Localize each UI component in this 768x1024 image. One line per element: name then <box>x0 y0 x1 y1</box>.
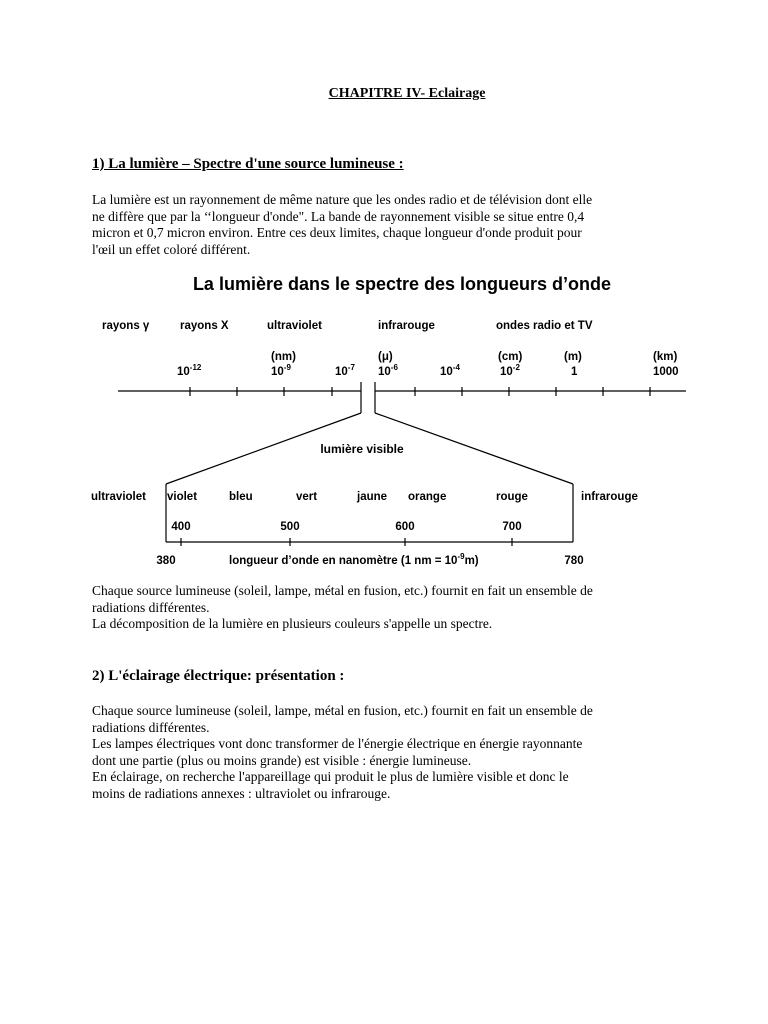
color-label-red: rouge <box>496 491 528 503</box>
color-label-green: vert <box>296 491 318 503</box>
scale-value: $10^{-7}$ <box>335 363 355 378</box>
section1-after-figure <box>92 583 692 633</box>
wavelength-tick-label: 400 <box>171 521 191 533</box>
scale-value: $10^{-4}$ <box>440 363 460 378</box>
scale-value: $10^{-6}$ <box>378 363 398 378</box>
section1-intro <box>92 192 692 258</box>
scale-value: 1000 <box>653 366 679 378</box>
color-label-yellow: jaune <box>357 491 388 503</box>
color-label-infrared: infrarouge <box>581 491 638 503</box>
color-label-blue: bleu <box>229 491 253 503</box>
band-label-infrared: infrarouge <box>378 320 435 332</box>
text-line: En éclairage, on recherche l'appareillage qui produit le plus de lumière visible et donc le <box>92 769 569 785</box>
scale-value: $10^{-2}$ <box>500 363 520 378</box>
wavelength-tick-label: 500 <box>280 521 300 533</box>
section2-body <box>92 703 692 803</box>
wavelength-start-label: 380 <box>156 555 176 567</box>
scale-value: 1 <box>571 366 578 378</box>
band-label-radio: ondes radio et TV <box>496 320 593 332</box>
unit-m: (m) <box>564 351 582 363</box>
band-label-ultraviolet: ultraviolet <box>267 320 322 332</box>
unit-cm: (cm) <box>498 351 523 363</box>
color-label-ultraviolet: ultraviolet <box>91 491 146 503</box>
chapter-title: CHAPITRE IV- Eclairage <box>328 86 486 101</box>
visible-light-label: lumière visible <box>320 442 404 456</box>
section1-heading: 1) La lumière – Spectre d'une source lumineuse : <box>92 156 404 172</box>
text-line: radiations différentes. <box>92 599 210 615</box>
text-line: Chaque source lumineuse (soleil, lampe, métal en fusion, etc.) fournit en fait un ensemble de <box>92 703 593 718</box>
text-line: La lumière est un rayonnement de même nature que les ondes radio et de télévision dont elle <box>92 192 593 207</box>
unit-km: (km) <box>653 351 678 363</box>
text-line: dont une partie (plus ou moins grande) est visible : énergie lumineuse. <box>92 752 472 768</box>
color-label-orange: orange <box>408 491 447 503</box>
band-label-xray: rayons X <box>180 320 229 332</box>
color-label-violet: violet <box>167 491 198 503</box>
spectrum-figure <box>0 260 768 580</box>
axis-caption: longueur d’onde en nanomètre (1 nm = $10^{-9}m$) <box>229 552 479 567</box>
text-line: radiations différentes. <box>92 719 210 735</box>
scale-value: $10^{-9}$ <box>271 363 291 378</box>
text-line: l'œil un effet coloré différent. <box>92 241 251 257</box>
expansion-line-right <box>375 413 573 484</box>
text-line: micron et 0,7 micron environ. Entre ces deux limites, chaque longueur d'onde produit pour <box>92 225 582 241</box>
wavelength-tick-label: 700 <box>502 521 522 533</box>
unit-micron: (μ) <box>378 351 393 363</box>
band-label-gamma: rayons γ <box>102 320 150 332</box>
scale-value: $10^{-12}$ <box>177 363 202 378</box>
section2-heading: 2) L'éclairage électrique: présentation : <box>92 668 345 684</box>
text-line: Les lampes électriques vont donc transformer de l'énergie électrique en énergie rayonnante <box>92 736 583 752</box>
text-line: La décomposition de la lumière en plusieurs couleurs s'appelle un spectre. <box>92 616 493 632</box>
wavelength-tick-label: 600 <box>395 521 415 533</box>
figure-title: La lumière dans le spectre des longueurs d’onde <box>192 274 612 294</box>
text-line: moins de radiations annexes : ultraviolet ou infrarouge. <box>92 785 391 801</box>
text-line: ne diffère que par la ‘‘longueur d'onde". La bande de rayonnement visible se situe entre 0,4 <box>92 208 585 224</box>
unit-nm: (nm) <box>271 351 296 363</box>
text-line: Chaque source lumineuse (soleil, lampe, métal en fusion, etc.) fournit en fait un ensemble de <box>92 583 593 598</box>
wavelength-end-label: 780 <box>564 555 584 567</box>
